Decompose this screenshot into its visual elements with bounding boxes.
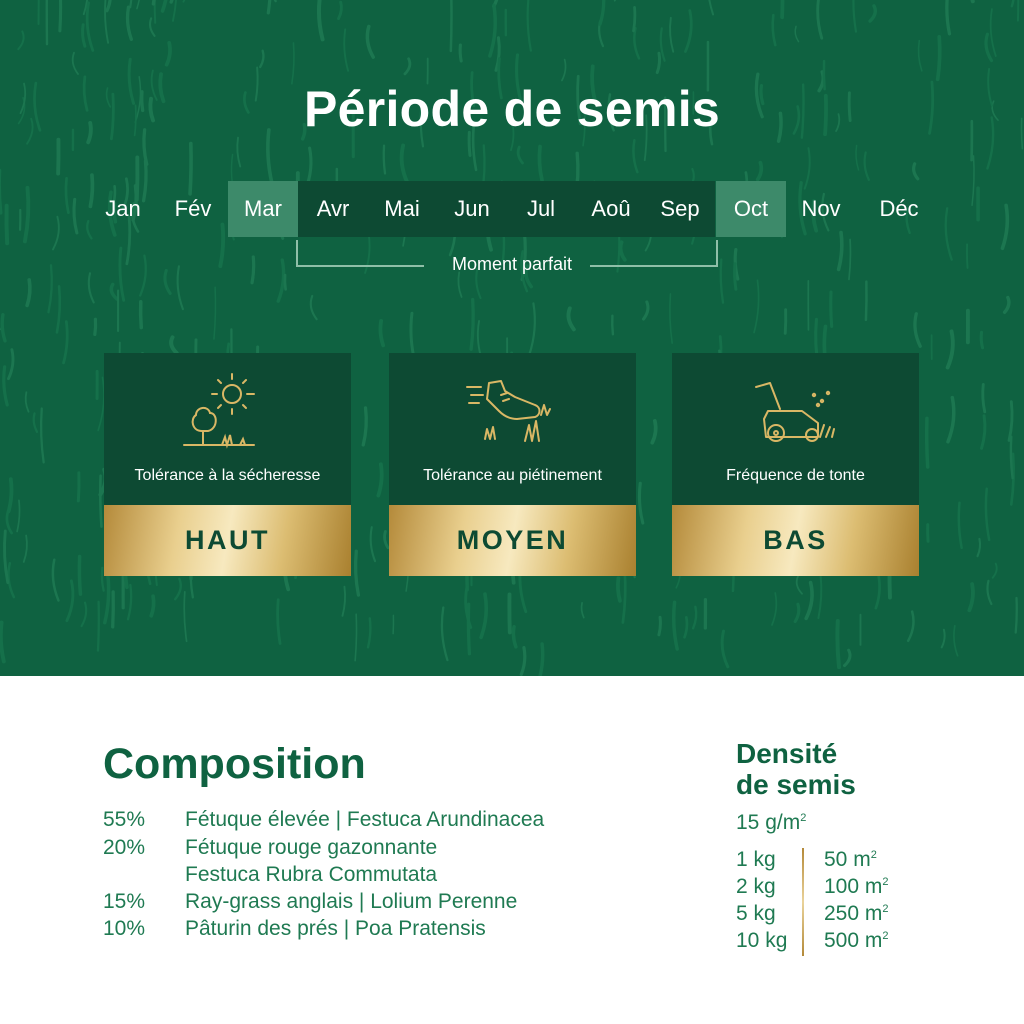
grass-blade <box>4 367 7 405</box>
grass-blade <box>993 564 997 578</box>
grass-blade <box>128 585 131 619</box>
grass-blade <box>356 551 359 595</box>
grass-blade <box>237 138 240 167</box>
sun-tree-icon <box>104 371 351 461</box>
density-title-line1: Densité <box>736 738 838 769</box>
grass-blade <box>773 15 776 45</box>
grass-blade <box>363 408 366 445</box>
grass-blade <box>708 0 713 14</box>
grass-blade <box>67 581 73 621</box>
grass-blade <box>914 164 918 179</box>
composition-species: Pâturin des prés | Poa Pratensis <box>185 917 486 940</box>
grass-blade <box>73 53 78 74</box>
grass-blade <box>460 45 461 61</box>
grass-blade <box>89 273 94 302</box>
grass-blade <box>540 644 542 675</box>
density-area <box>824 929 889 953</box>
density-area-value: 50 m <box>824 848 871 871</box>
grass-blade <box>529 303 535 355</box>
grass-blade <box>344 29 348 70</box>
density-rate <box>736 811 806 835</box>
grass-blade <box>870 6 875 21</box>
grass-blade <box>137 0 141 9</box>
grass-blade <box>384 146 385 174</box>
grass-blade <box>451 0 452 51</box>
drought-tolerance-label: Tolérance à la sécheresse <box>134 467 321 484</box>
drought-tolerance-card <box>104 353 351 576</box>
grass-blade <box>657 53 659 72</box>
grass-blade <box>25 188 28 242</box>
grass-blade <box>311 296 317 319</box>
grass-blade <box>1005 298 1009 313</box>
mowing-frequency-card <box>672 353 919 576</box>
grass-blade <box>17 500 19 531</box>
grass-blade <box>18 31 23 49</box>
grass-blade <box>582 603 584 618</box>
grass-blade <box>175 579 181 599</box>
mowing-frequency-label: Fréquence de tonte <box>726 467 865 484</box>
grass-blade <box>946 208 952 259</box>
grass-blade <box>670 18 673 52</box>
month-may: Mai <box>367 181 437 237</box>
composition-title: Composition <box>103 740 366 788</box>
grass-blade <box>518 147 522 163</box>
grass-blade <box>865 153 869 180</box>
density-area <box>824 848 877 872</box>
grass-blade <box>83 25 85 46</box>
grass-blade <box>1 623 4 662</box>
grass-blade <box>385 531 388 547</box>
grass-blade <box>981 332 982 347</box>
grass-blade <box>0 171 1 213</box>
grass-blade <box>339 2 342 18</box>
grass-blade <box>8 563 13 597</box>
month-jun: Jun <box>437 181 507 237</box>
density-weight: 1 kg <box>736 848 776 871</box>
grass-blade <box>27 280 30 305</box>
grass-blade <box>693 607 696 628</box>
density-rate-value: 15 g/m <box>736 811 801 834</box>
grass-blade <box>173 0 177 21</box>
grass-blade <box>98 602 99 651</box>
grass-blade <box>837 621 839 667</box>
superscript: 2 <box>882 930 889 942</box>
density-area <box>824 902 889 926</box>
grass-blade <box>797 576 802 593</box>
mowing-frequency-level: BAS <box>672 505 919 576</box>
grass-blade <box>806 583 812 619</box>
grass-blade <box>612 316 613 335</box>
grass-blade <box>355 614 356 661</box>
month-oct: Oct <box>716 181 786 237</box>
density-area <box>824 875 889 899</box>
grass-blade <box>41 409 44 463</box>
grass-blade <box>927 418 928 467</box>
grass-blade <box>402 145 408 183</box>
grass-blade <box>758 163 762 180</box>
grass-blade <box>539 147 542 181</box>
density-weight: 5 kg <box>736 902 776 925</box>
grass-blade <box>471 300 473 350</box>
grass-blade <box>977 539 980 556</box>
grass-blade <box>618 578 620 600</box>
grass-blade <box>1002 205 1007 248</box>
grass-blade <box>292 43 294 84</box>
grass-blade <box>171 337 176 353</box>
grass-blade <box>183 0 186 2</box>
density-title-line2: de semis <box>736 769 856 800</box>
grass-blade <box>959 503 962 548</box>
composition-percent: 55% <box>103 808 146 831</box>
grass-blade <box>79 557 80 595</box>
grass-blade <box>722 631 728 667</box>
grass-blade <box>481 594 486 637</box>
density-area-value: 500 m <box>824 929 883 952</box>
grass-blade <box>153 0 155 4</box>
grass-blade <box>772 593 776 625</box>
grass-blade <box>378 464 381 495</box>
grass-blade <box>987 581 991 604</box>
grass-blade <box>100 476 101 527</box>
composition-percent: 20% <box>103 836 146 859</box>
grass-blade <box>947 0 950 34</box>
composition-species: Fétuque élevée | Festuca Arundinacea <box>185 808 545 831</box>
grass-blade <box>66 178 68 212</box>
grass-blade <box>405 59 410 74</box>
grass-blade <box>983 384 985 411</box>
grass-blade <box>818 575 821 618</box>
composition-species: Ray-grass anglais | Lolium Perenne <box>185 890 518 913</box>
grass-blade <box>268 0 270 13</box>
grass-blade <box>908 612 913 641</box>
grass-blade <box>6 206 7 243</box>
grass-blade <box>74 199 77 232</box>
grass-blade <box>163 0 168 11</box>
grass-blade <box>9 479 12 511</box>
grass-blade <box>948 398 954 442</box>
shoe-grass-icon <box>389 371 636 461</box>
grass-blade <box>380 321 383 345</box>
density-title <box>736 738 856 800</box>
grass-blade <box>53 560 59 601</box>
grass-blade <box>795 604 799 621</box>
grass-blade <box>371 527 375 561</box>
grass-blade <box>915 314 920 346</box>
grass-blade <box>831 292 832 326</box>
grass-blade <box>639 483 642 523</box>
grass-blade <box>7 511 12 533</box>
superscript: 2 <box>870 849 877 861</box>
grass-blade <box>670 294 672 343</box>
density-weight: 10 kg <box>736 929 788 952</box>
grass-blade <box>623 570 625 622</box>
density-area-value: 100 m <box>824 875 883 898</box>
grass-blade <box>82 603 87 627</box>
grass-blade <box>795 26 798 41</box>
grass-blade <box>918 41 921 71</box>
grass-blade <box>319 0 323 39</box>
grass-blade <box>53 217 59 250</box>
grass-blade <box>130 0 133 7</box>
grass-blade <box>26 392 29 412</box>
month-dec: Déc <box>879 196 919 221</box>
grass-blade <box>971 0 973 1</box>
grass-blade <box>954 626 958 656</box>
grass-blade <box>285 275 286 289</box>
trampling-tolerance-label: Tolérance au piétinement <box>423 467 602 484</box>
perfect-period-label: Moment parfait <box>451 254 573 274</box>
density-weight: 2 kg <box>736 875 776 898</box>
grass-blade <box>982 416 985 449</box>
grass-blade <box>260 51 263 67</box>
month-nov: Nov <box>801 196 841 221</box>
grass-blade <box>57 286 60 332</box>
superscript: 2 <box>800 812 807 824</box>
grass-blade <box>342 587 345 616</box>
grass-blade <box>754 280 759 332</box>
grass-blade <box>87 3 93 51</box>
grass-blade <box>938 37 940 79</box>
composition-species: Fétuque rouge gazonnante <box>185 836 438 859</box>
grass-blade <box>111 284 117 299</box>
grass-blade <box>615 0 618 1</box>
grass-blade <box>468 604 469 653</box>
grass-blade <box>167 43 170 65</box>
grass-blade <box>600 0 604 24</box>
grass-blade <box>2 315 5 341</box>
month-calendar <box>88 181 936 237</box>
grass-blade <box>442 608 447 661</box>
grass-blade <box>490 5 495 55</box>
grass-blade <box>652 421 655 443</box>
trampling-tolerance-card <box>389 353 636 576</box>
grass-blade <box>107 0 110 11</box>
grass-blade <box>105 574 109 623</box>
page-title: Période de semis <box>303 81 721 137</box>
grass-blade <box>568 308 573 329</box>
composition-species: Festuca Rubra Commutata <box>185 863 438 886</box>
composition-percent: 15% <box>103 890 146 913</box>
grass-blade <box>151 596 153 616</box>
grass-blade <box>634 28 639 58</box>
grass-blade <box>856 146 859 170</box>
grass-blade <box>876 576 880 608</box>
grass-blade <box>528 0 531 51</box>
grass-blade <box>685 11 691 52</box>
grass-blade <box>513 627 515 647</box>
grass-blade <box>969 584 973 610</box>
grass-blade <box>214 287 216 339</box>
grass-blade <box>184 592 186 641</box>
composition-percent: 10% <box>103 917 146 940</box>
trampling-tolerance-level: MOYEN <box>389 505 636 576</box>
grass-blade <box>991 9 996 56</box>
grass-blade <box>633 140 637 172</box>
grass-blade <box>785 310 786 334</box>
grass-blade <box>367 26 373 57</box>
grass-blade <box>845 650 850 665</box>
month-feb: Fév <box>174 196 212 221</box>
grass-blade <box>972 156 974 205</box>
grass-blade <box>9 350 13 379</box>
grass-blade <box>150 18 155 36</box>
lawnmower-icon <box>672 371 919 461</box>
superscript: 2 <box>882 876 889 888</box>
grass-blade <box>674 602 677 649</box>
grass-blade <box>78 473 79 501</box>
grass-blade <box>1016 598 1017 632</box>
grass-blade <box>661 28 665 60</box>
grass-blade <box>272 0 276 1</box>
month-apr: Avr <box>298 181 368 237</box>
grass-blade <box>634 7 635 30</box>
grass-blade <box>986 489 989 540</box>
grass-blade <box>685 617 687 637</box>
month-mar: Mar <box>228 181 298 237</box>
grass-blade <box>818 0 822 38</box>
grass-blade <box>562 60 566 81</box>
grass-blade <box>853 0 856 32</box>
grass-blade <box>942 630 945 648</box>
drought-tolerance-level: HAUT <box>104 505 351 576</box>
month-aug: Aoû <box>576 181 646 237</box>
month-jan: Jan <box>105 196 141 221</box>
grass-blade <box>113 592 114 627</box>
grass-blade <box>948 331 953 367</box>
grass-blade <box>95 319 96 334</box>
grass-blade <box>866 282 867 320</box>
month-sep: Sep <box>645 181 715 237</box>
grass-blade <box>141 302 142 328</box>
superscript: 2 <box>882 903 889 915</box>
density-area-value: 250 m <box>824 902 883 925</box>
grass-blade <box>521 648 525 675</box>
grass-blade <box>1012 0 1014 6</box>
grass-blade <box>128 7 132 39</box>
grass-blade <box>24 536 27 562</box>
grass-blade <box>64 322 68 363</box>
grass-blade <box>368 618 370 647</box>
grass-blade <box>4 531 7 583</box>
grass-blade <box>659 617 661 635</box>
month-jul: Jul <box>506 181 576 237</box>
grass-blade <box>644 302 648 319</box>
grass-blade <box>60 0 61 31</box>
grass-blade <box>278 600 280 644</box>
grass-blade <box>34 413 37 432</box>
grass-blade <box>1009 402 1012 441</box>
grass-blade <box>458 272 461 297</box>
